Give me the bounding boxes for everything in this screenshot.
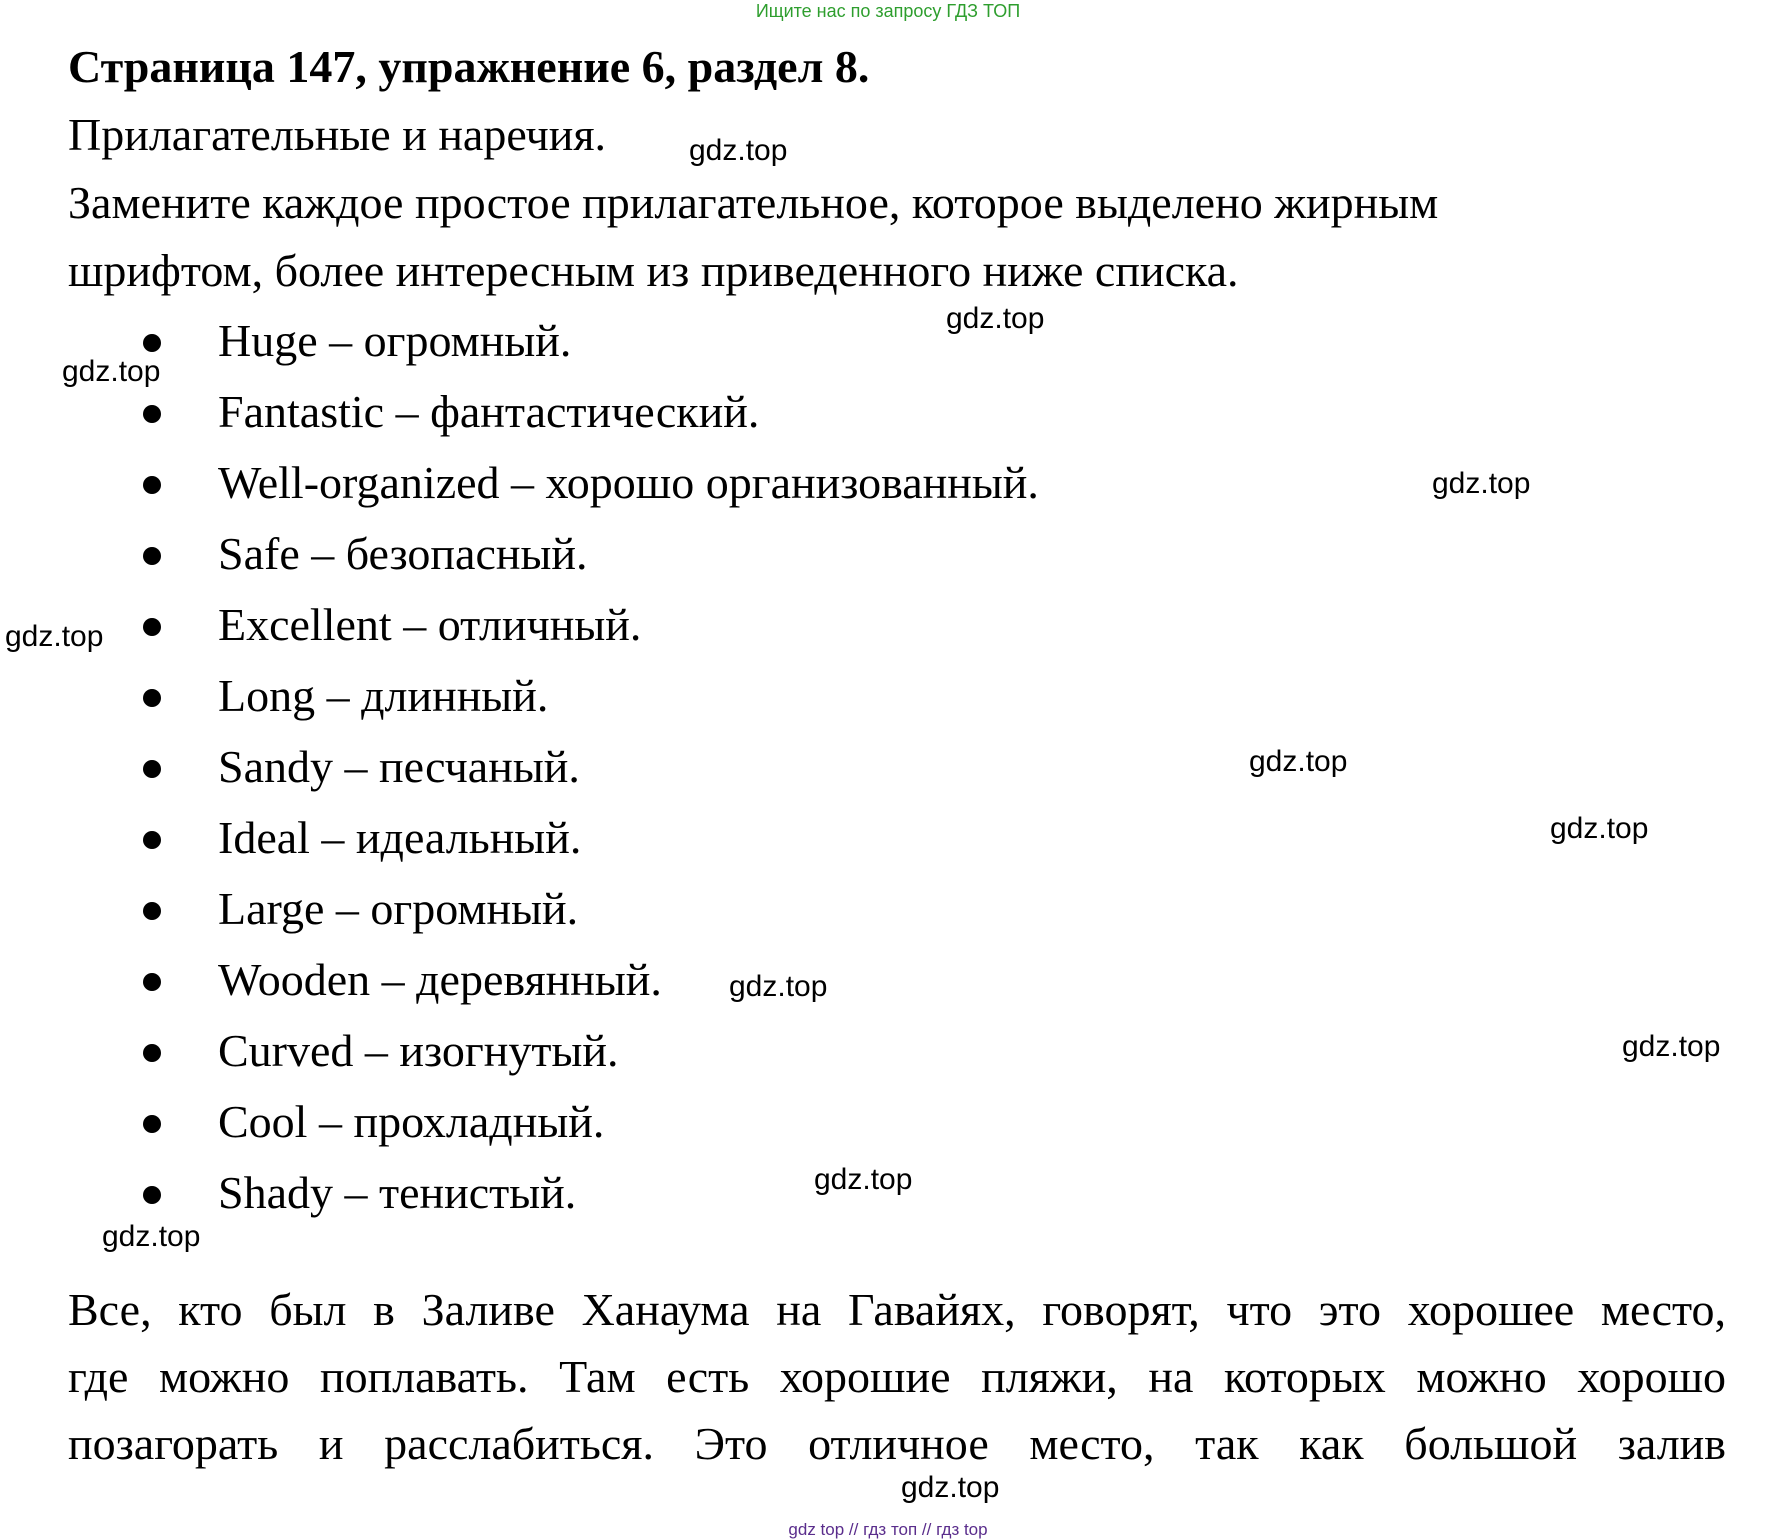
instruction-line-2: шрифтом, более интересным из приведенного ниже списка. [68,245,1239,296]
page-title: Страница 147, упражнение 6, раздел 8. [68,41,870,92]
list-item-text: Huge – огромный. [218,315,572,366]
watermark: gdz.top [946,302,1045,335]
list-item-text: Fantastic – фантастический. [218,386,760,437]
watermark: gdz.top [1622,1030,1721,1063]
list-item-text: Curved – изогнутый. [218,1025,619,1076]
bullet-icon [143,405,161,423]
watermark: gdz.top [62,355,161,388]
list-item-text: Shady – тенистый. [218,1167,577,1218]
bullet-icon [143,547,161,565]
watermark: gdz.top [814,1163,913,1196]
list-item-text: Cool – прохладный. [218,1096,605,1147]
paragraph-line-1: Все, кто был в Заливе Ханаума на Гавайях, говорят, что это хорошее место, [68,1284,1726,1335]
footer: gdz top // гдз топ // гдз top [788,1520,988,1539]
watermark: gdz.top [5,620,104,653]
list-item-text: Ideal – идеальный. [218,812,582,863]
list-item-text: Large – огромный. [218,883,579,934]
watermark: gdz.top [102,1220,201,1253]
top-banner: Ищите нас по запросу ГДЗ ТОП [755,1,1021,21]
subtitle: Прилагательные и наречия. [68,109,607,160]
bullet-icon [143,902,161,920]
watermark: gdz.top [1249,745,1348,778]
list-item-text: Long – длинный. [218,670,549,721]
bullet-icon [143,618,161,636]
watermark: gdz.top [1432,467,1531,500]
bullet-icon [143,476,161,494]
list-item-text: Sandy – песчаный. [218,741,580,792]
bullet-icon [143,760,161,778]
bullet-icon [143,334,161,352]
watermark: gdz.top [729,970,828,1003]
watermark: gdz.top [689,134,788,167]
watermark: gdz.top [1550,812,1649,845]
paragraph [68,1283,1726,1471]
list-item-text: Safe – безопасный. [218,528,588,579]
bullet-icon [143,1186,161,1204]
bullet-icon [143,1115,161,1133]
list-item-text: Well-organized – хорошо организованный. [218,457,1039,508]
paragraph-line-3: позагорать и расслабиться. Это отличное место, так как большой залив [68,1418,1726,1469]
bullet-icon [143,973,161,991]
bullet-icon [143,831,161,849]
list-item-text: Wooden – деревянный. [218,954,662,1005]
list-item-text: Excellent – отличный. [218,599,642,650]
watermark: gdz.top [901,1471,1000,1504]
paragraph-line-2: где можно поплавать. Там есть хорошие пляжи, на которых можно хорошо [68,1351,1726,1402]
bullet-icon [143,1044,161,1062]
bullet-icon [143,689,161,707]
instruction-line-1: Замените каждое простое прилагательное, которое выделено жирным [68,177,1439,228]
